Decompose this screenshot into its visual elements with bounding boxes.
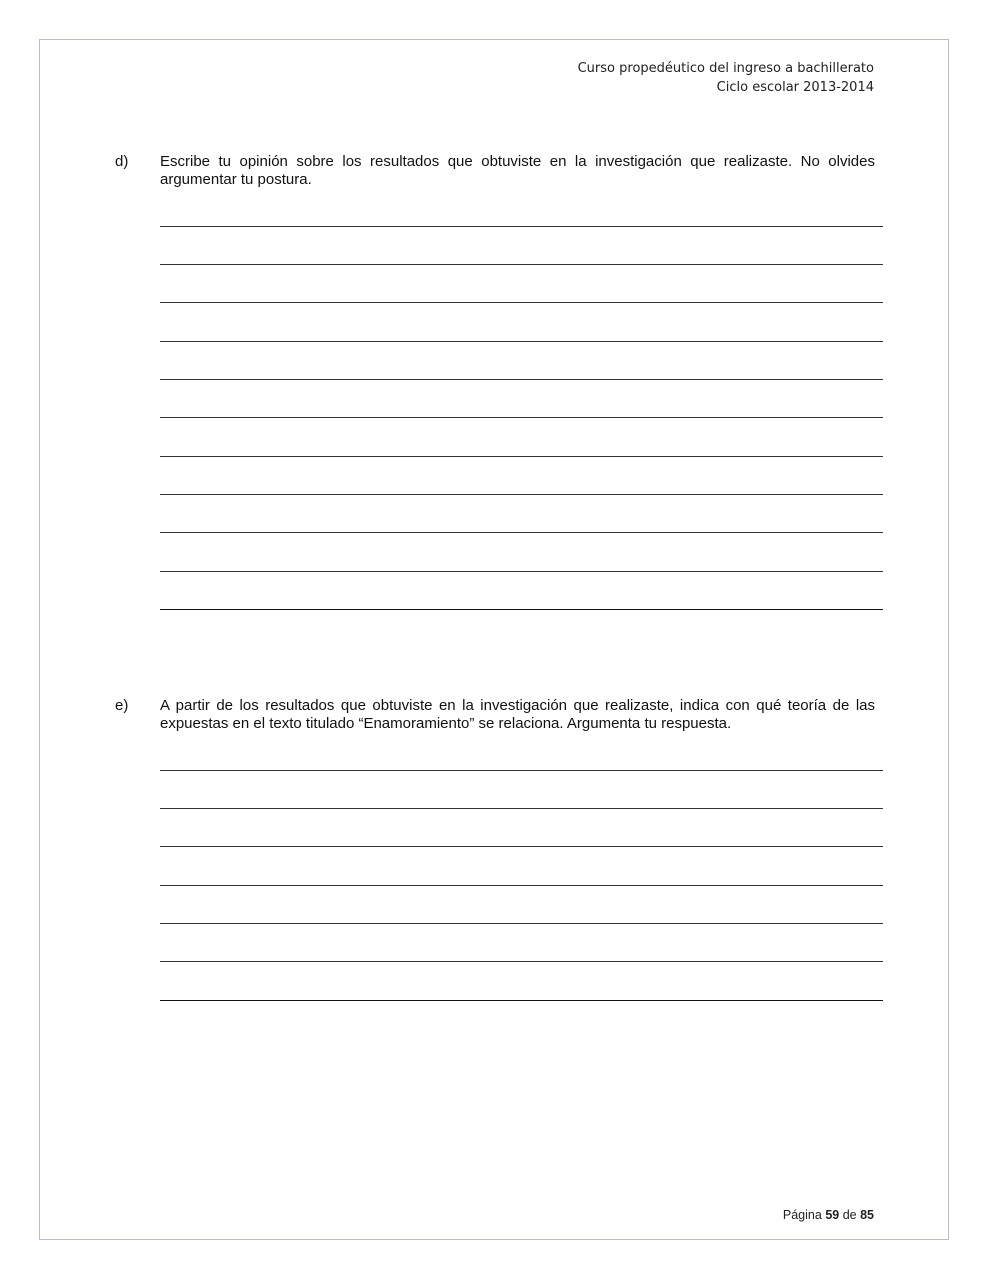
answer-line[interactable] [160,770,883,771]
total-pages: 85 [860,1208,874,1222]
page-number: 59 [825,1208,840,1222]
answer-line[interactable] [160,264,883,265]
answer-line[interactable] [160,846,883,847]
answer-line[interactable] [160,1000,883,1001]
page-border [39,39,949,1240]
answer-line[interactable] [160,532,883,533]
page-word: Página [782,1208,822,1222]
answer-line[interactable] [160,571,883,572]
page-header [578,59,874,97]
answer-line[interactable] [160,923,883,924]
answer-line[interactable] [160,609,883,610]
school-year: Ciclo escolar 2013-2014 [716,80,874,95]
answer-line[interactable] [160,379,883,380]
answer-line[interactable] [160,494,883,495]
question-letter: e) [115,697,129,714]
course-title: Curso propedéutico del ingreso a bachillerato [577,61,874,76]
question-text: Escribe tu opinión sobre los resultados que obtuviste en la investigación que realizaste. No olvides argumentar tu postura. [160,153,875,188]
page-footer [783,1208,874,1222]
answer-line[interactable] [160,456,883,457]
answer-line[interactable] [160,417,883,418]
of-word: de [842,1208,857,1222]
answer-line[interactable] [160,808,883,809]
answer-line[interactable] [160,885,883,886]
answer-line[interactable] [160,961,883,962]
answer-line[interactable] [160,226,883,227]
answer-line[interactable] [160,341,883,342]
question-text: A partir de los resultados que obtuviste en la investigación que realizaste, indica con qué teoría de las expuestas en el texto titulado “Enamoramiento” se relaciona. Argumenta tu respuesta. [160,697,875,732]
question-letter: d) [115,153,129,170]
answer-line[interactable] [160,302,883,303]
